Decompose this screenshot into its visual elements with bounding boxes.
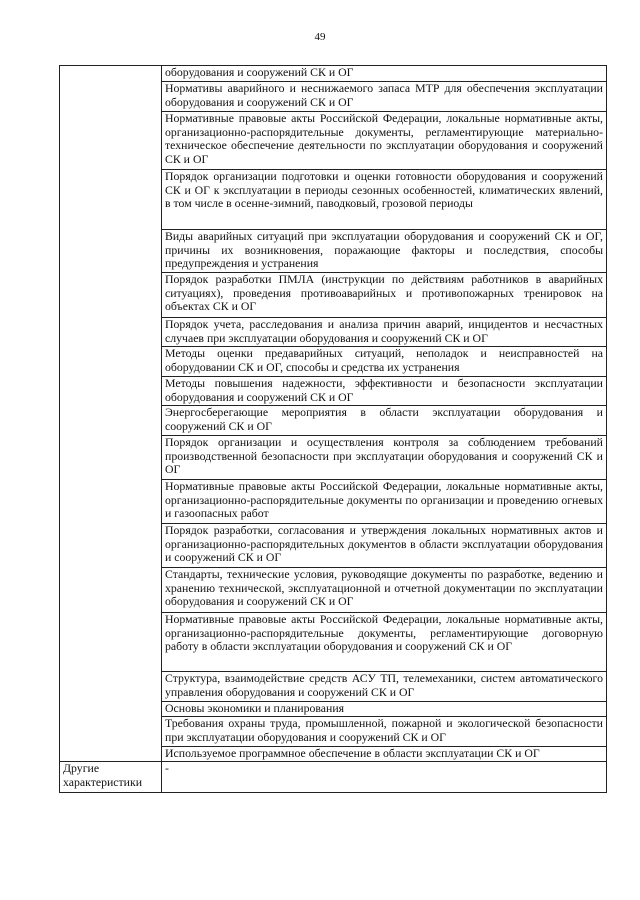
knowledge-item: Нормативные правовые акты Российской Федерации, локальные нормативные акты, организационно-распорядительные документы по организации и проведению огневых и газоопасных работ [162, 480, 607, 524]
knowledge-item: оборудования и сооружений СК и ОГ [162, 66, 607, 82]
knowledge-item: Методы оценки предаварийных ситуаций, неполадок и неисправностей на оборудовании СК и ОГ, способы и средства их устранения [162, 347, 607, 377]
knowledge-item: Методы повышения надежности, эффективности и безопасности эксплуатации оборудования и сооружений СК и ОГ [162, 377, 607, 406]
table-row [60, 66, 607, 82]
page-number: 49 [314, 31, 326, 43]
knowledge-item: Нормативы аварийного и неснижаемого запаса МТР для обеспечения эксплуатации оборудования и сооружений СК и ОГ [162, 82, 607, 112]
knowledge-item: Виды аварийных ситуаций при эксплуатации оборудования и сооружений СК и ОГ, причины их возникновения, поражающие факторы и последствия, способы предупреждения и устранения [162, 230, 607, 273]
knowledge-item: Требования охраны труда, промышленной, пожарной и экологической безопасности при эксплуатации оборудования и сооружений СК и ОГ [162, 717, 607, 747]
knowledge-rows [60, 66, 607, 793]
knowledge-item: Структура, взаимодействие средств АСУ ТП, телемеханики, систем автоматического управления оборудования и сооружений СК и ОГ [162, 672, 607, 702]
knowledge-item: Порядок учета, расследования и анализа причин аварий, инцидентов и несчастных случаев при эксплуатации оборудования и сооружений СК и ОГ [162, 318, 607, 347]
requirements-table [59, 65, 607, 793]
knowledge-item: Порядок разработки, согласования и утверждения локальных нормативных актов и организационно-распорядительных документов в области эксплуатации оборудования и сооружений СК и ОГ [162, 524, 607, 568]
table-row-other [60, 762, 607, 793]
knowledge-item: Энергосберегающие мероприятия в области эксплуатации оборудования и сооружений СК и ОГ [162, 406, 607, 436]
knowledge-item: Нормативные правовые акты Российской Федерации, локальные нормативные акты, организационно-распорядительные документы, регламентирующие договорную работу в области эксплуатации оборудования и сооружений СК и ОГ [162, 613, 607, 672]
knowledge-item: Порядок организации подготовки и оценки готовности оборудования и сооружений СК и ОГ к эксплуатации в периоды сезонных особенностей, климатических явлений, в том числе в осенне-зимний, паводковый, грозовой периоды [162, 170, 607, 230]
other-characteristics-value: - [162, 762, 607, 793]
empty-label-cell [60, 66, 162, 762]
knowledge-item: Основы экономики и планирования [162, 702, 607, 717]
knowledge-item: Порядок разработки ПМЛА (инструкции по действиям работников в аварийных ситуациях), проведения противоаварийных и противопожарных тренировок на объектах СК и ОГ [162, 273, 607, 318]
other-characteristics-label: Другие характеристики [60, 762, 162, 793]
knowledge-item: Нормативные правовые акты Российской Федерации, локальные нормативные акты, организационно-распорядительные документы, регламентирующие материально-техническое обеспечение деятельности по эксплуатации оборудования и сооружений СК и ОГ [162, 112, 607, 170]
knowledge-item: Порядок организации и осуществления контроля за соблюдением требований производственной безопасности при эксплуатации оборудования и сооружений СК и ОГ [162, 436, 607, 480]
knowledge-item: Используемое программное обеспечение в области эксплуатации СК и ОГ [162, 747, 607, 762]
knowledge-item: Стандарты, технические условия, руководящие документы по разработке, ведению и хранению технической, эксплуатационной и отчетной документации по эксплуатации оборудования и сооружений СК и ОГ [162, 568, 607, 613]
